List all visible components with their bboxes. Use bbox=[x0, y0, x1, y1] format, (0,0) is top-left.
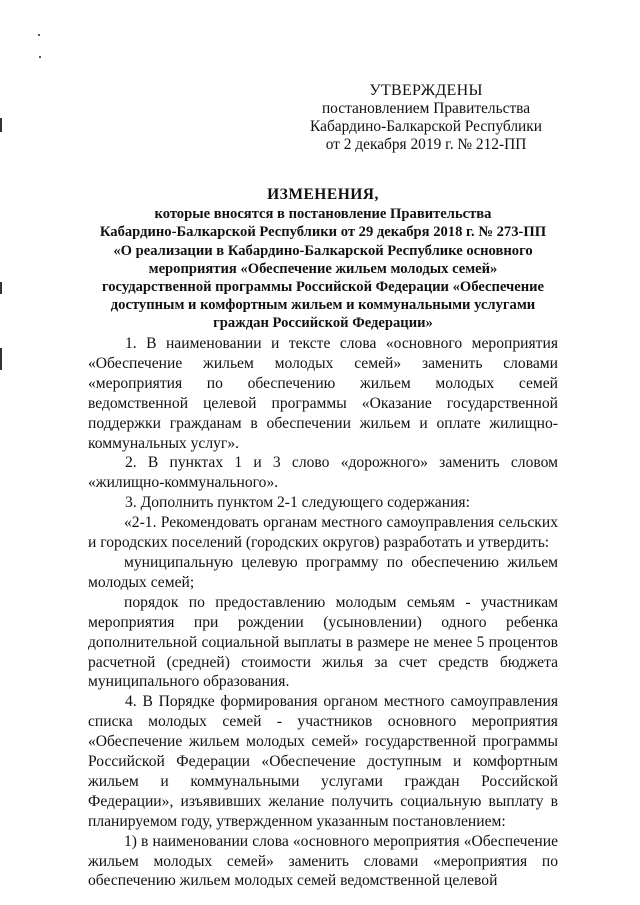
heading-line: Кабардино-Балкарской Республики от 29 декабря 2018 г. № 273-ПП bbox=[99, 224, 547, 241]
approval-line: от 2 декабря 2019 г. № 212-ПП bbox=[325, 136, 527, 153]
paragraph-item-4: 4. В Порядке формирования органом местного самоуправления списка молодых семей - участников основного мероприятия «Обеспечение жильем молодых семей» государственной программы Российской Федерации «Обеспечение доступным и комфортным жильем и коммунальными услугами граждан Российской Федерации», изъявивших желание получить социальную выплату в планируемом году, утвержденном указанным постановлением: bbox=[88, 693, 558, 830]
scan-speck bbox=[38, 34, 40, 36]
heading-title: ИЗМЕНЕНИЯ, bbox=[267, 186, 379, 203]
approval-stamp bbox=[310, 82, 542, 154]
heading-line: мероприятия «Обеспечение жильем молодых семей» bbox=[148, 260, 498, 277]
heading-line: граждан Российской Федерации» bbox=[213, 315, 433, 332]
approval-title: УТВЕРЖДЕНЫ bbox=[369, 82, 483, 99]
paragraph-item-2: 2. В пунктах 1 и 3 слово «дорожного» заменить словом «жилищно-коммунального». bbox=[88, 454, 558, 492]
heading-line: государственной программы Российской Федерации «Обеспечение bbox=[101, 279, 545, 296]
heading-line: которые вносятся в постановление Правительства bbox=[154, 206, 492, 223]
approval-line: постановлением Правительства bbox=[321, 100, 531, 117]
paragraph-item-1: 1. В наименовании и тексте слова «основного мероприятия «Обеспечение жильем молодых семей» заменить словами «мероприятия по обеспечению жильем молодых семей ведомственной целевой программы «Оказание государственной поддержки гражданам в обеспечении жильем и оплате жилищно-коммунальных услуг». bbox=[88, 335, 558, 452]
paragraph-payment-procedure: порядок по предоставлению молодым семьям - участникам мероприятия при рождении (усыновлении) одного ребенка дополнительной социальной выплаты в размере не менее 5 процентов расчетной (средней) стоимости жилья за счет средств бюджета муниципального образования. bbox=[88, 593, 558, 691]
document-heading bbox=[80, 186, 566, 333]
scan-edge-mark bbox=[0, 118, 2, 132]
scan-edge-mark bbox=[0, 282, 2, 294]
scan-speck bbox=[39, 56, 41, 58]
scan-edge-mark bbox=[0, 348, 2, 370]
paragraph-clause-2-1: «2-1. Рекомендовать органам местного самоуправления сельских и городских поселений (городских округов) разработать и утвердить: bbox=[88, 514, 558, 552]
heading-line: доступным и комфортным жильем и коммунальными услугами bbox=[110, 297, 536, 314]
paragraph-item-3: 3. Дополнить пунктом 2-1 следующего содержания: bbox=[125, 494, 470, 512]
document-body bbox=[88, 334, 558, 891]
approval-line: Кабардино-Балкарской Республики bbox=[310, 118, 542, 135]
paragraph-municipal-program: муниципальную целевую программу по обеспечению жильем молодых семей; bbox=[88, 553, 558, 591]
heading-line: «О реализации в Кабардино-Балкарской Республике основного bbox=[113, 242, 533, 259]
paragraph-subitem-1: 1) в наименовании слова «основного мероприятия «Обеспечение жильем молодых семей» заменить словами «мероприятия по обеспечению жильем молодых семей ведомственной целевой bbox=[88, 832, 558, 890]
